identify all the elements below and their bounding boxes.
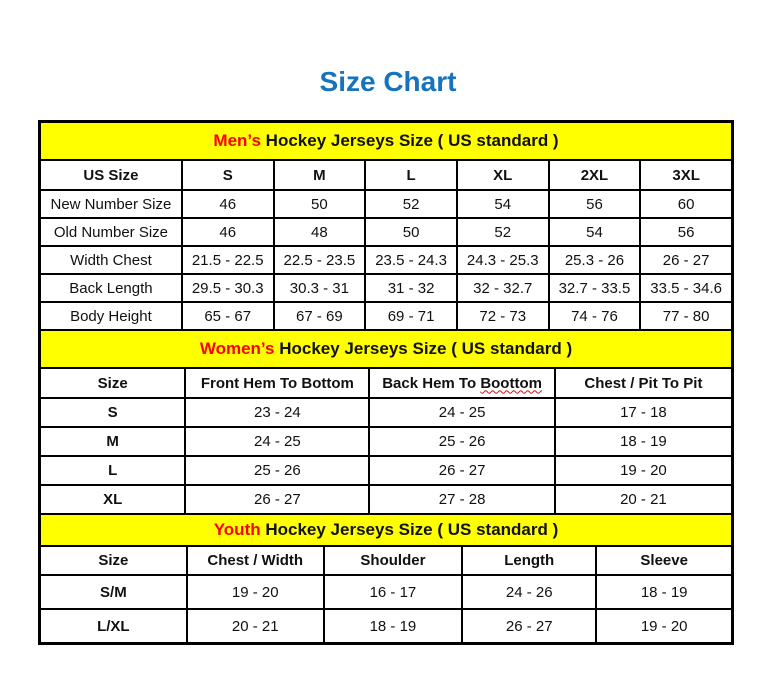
table-cell: 21.5 - 22.5 bbox=[182, 246, 274, 274]
table-cell: 72 - 73 bbox=[457, 302, 549, 330]
column-header-2xl: 2XL bbox=[549, 160, 641, 190]
mens-section-band bbox=[40, 122, 732, 160]
column-header-front-hem: Front Hem To Bottom bbox=[185, 368, 369, 398]
misspelled-word: Boottom bbox=[480, 374, 542, 392]
row-label: New Number Size bbox=[40, 190, 182, 218]
row-label: Back Length bbox=[40, 274, 182, 302]
table-cell: 31 - 32 bbox=[365, 274, 457, 302]
womens-section-band bbox=[40, 330, 732, 368]
page-title: Size Chart bbox=[319, 66, 457, 97]
table-cell: 18 - 19 bbox=[596, 575, 732, 609]
mens-row-width-chest bbox=[40, 246, 732, 274]
row-label: L/XL bbox=[40, 609, 187, 643]
column-header-m: M bbox=[274, 160, 366, 190]
column-header-size: Size bbox=[40, 546, 187, 575]
table-cell: 27 - 28 bbox=[369, 485, 554, 514]
row-label: Body Height bbox=[40, 302, 182, 330]
column-header-l: L bbox=[365, 160, 457, 190]
table-cell: 50 bbox=[274, 190, 366, 218]
table-cell: 60 bbox=[640, 190, 732, 218]
table-cell: 54 bbox=[549, 218, 641, 246]
table-cell: 33.5 - 34.6 bbox=[640, 274, 732, 302]
table-cell: 29.5 - 30.3 bbox=[182, 274, 274, 302]
table-cell: 18 - 19 bbox=[555, 427, 732, 456]
table-cell: 65 - 67 bbox=[182, 302, 274, 330]
youth-row-sm bbox=[40, 575, 732, 609]
column-header-xl: XL bbox=[457, 160, 549, 190]
table-cell: 25 - 26 bbox=[185, 456, 369, 485]
column-header-size: Size bbox=[40, 368, 185, 398]
table-cell: 69 - 71 bbox=[365, 302, 457, 330]
row-label: S bbox=[40, 398, 185, 427]
table-cell: 22.5 - 23.5 bbox=[274, 246, 366, 274]
table-cell: 19 - 20 bbox=[555, 456, 732, 485]
mens-size-table bbox=[39, 121, 733, 331]
mens-row-back-length bbox=[40, 274, 732, 302]
mens-row-body-height bbox=[40, 302, 732, 330]
table-cell: 23 - 24 bbox=[185, 398, 369, 427]
youth-header-row bbox=[40, 546, 732, 575]
table-cell: 19 - 20 bbox=[187, 575, 324, 609]
table-cell: 20 - 21 bbox=[187, 609, 324, 643]
table-cell: 17 - 18 bbox=[555, 398, 732, 427]
womens-row-l bbox=[40, 456, 732, 485]
column-header-s: S bbox=[182, 160, 274, 190]
column-header-length: Length bbox=[462, 546, 596, 575]
column-header-back-hem bbox=[369, 368, 554, 398]
row-label: XL bbox=[40, 485, 185, 514]
row-label: L bbox=[40, 456, 185, 485]
row-label: M bbox=[40, 427, 185, 456]
table-cell: 19 - 20 bbox=[596, 609, 732, 643]
table-cell: 46 bbox=[182, 218, 274, 246]
mens-row-new-number-size bbox=[40, 190, 732, 218]
table-cell: 16 - 17 bbox=[324, 575, 462, 609]
table-cell: 25.3 - 26 bbox=[549, 246, 641, 274]
column-header-us-size: US Size bbox=[40, 160, 182, 190]
table-cell: 54 bbox=[457, 190, 549, 218]
mens-section-title bbox=[40, 122, 732, 160]
table-cell: 56 bbox=[549, 190, 641, 218]
youth-section-title-rest: Hockey Jerseys Size ( US standard ) bbox=[260, 520, 559, 539]
table-cell: 20 - 21 bbox=[555, 485, 732, 514]
table-cell: 52 bbox=[457, 218, 549, 246]
column-header-shoulder: Shoulder bbox=[324, 546, 462, 575]
table-cell: 18 - 19 bbox=[324, 609, 462, 643]
table-cell: 32 - 32.7 bbox=[457, 274, 549, 302]
back-hem-label-prefix: Back Hem To bbox=[382, 374, 481, 392]
womens-row-s bbox=[40, 398, 732, 427]
womens-section-title bbox=[40, 330, 732, 368]
row-label: S/M bbox=[40, 575, 187, 609]
table-cell: 30.3 - 31 bbox=[274, 274, 366, 302]
table-cell: 26 - 27 bbox=[640, 246, 732, 274]
table-cell: 26 - 27 bbox=[185, 485, 369, 514]
table-cell: 77 - 80 bbox=[640, 302, 732, 330]
column-header-sleeve: Sleeve bbox=[596, 546, 732, 575]
table-cell: 26 - 27 bbox=[462, 609, 596, 643]
column-header-chest-width: Chest / Width bbox=[187, 546, 324, 575]
womens-section-title-highlight: Women’s bbox=[199, 339, 275, 358]
row-label: Old Number Size bbox=[40, 218, 182, 246]
size-chart-tables bbox=[38, 120, 734, 645]
womens-row-m bbox=[40, 427, 732, 456]
youth-row-lxl bbox=[40, 609, 732, 643]
table-cell: 32.7 - 33.5 bbox=[549, 274, 641, 302]
table-cell: 48 bbox=[274, 218, 366, 246]
column-header-chest-pit: Chest / Pit To Pit bbox=[555, 368, 732, 398]
table-cell: 67 - 69 bbox=[274, 302, 366, 330]
youth-size-table bbox=[39, 513, 733, 644]
table-cell: 52 bbox=[365, 190, 457, 218]
table-cell: 25 - 26 bbox=[369, 427, 554, 456]
youth-section-band bbox=[40, 514, 732, 546]
womens-row-xl bbox=[40, 485, 732, 514]
row-label: Width Chest bbox=[40, 246, 182, 274]
youth-section-title bbox=[40, 514, 732, 546]
table-cell: 74 - 76 bbox=[549, 302, 641, 330]
table-cell: 23.5 - 24.3 bbox=[365, 246, 457, 274]
table-cell: 24 - 26 bbox=[462, 575, 596, 609]
table-cell: 24 - 25 bbox=[369, 398, 554, 427]
womens-header-row bbox=[40, 368, 732, 398]
mens-section-title-highlight: Men’s bbox=[213, 131, 261, 150]
mens-row-old-number-size bbox=[40, 218, 732, 246]
table-cell: 50 bbox=[365, 218, 457, 246]
table-cell: 26 - 27 bbox=[369, 456, 554, 485]
column-header-3xl: 3XL bbox=[640, 160, 732, 190]
table-cell: 46 bbox=[182, 190, 274, 218]
table-cell: 24.3 - 25.3 bbox=[457, 246, 549, 274]
youth-section-title-highlight: Youth bbox=[213, 520, 261, 539]
womens-size-table bbox=[39, 329, 733, 515]
table-cell: 24 - 25 bbox=[185, 427, 369, 456]
mens-section-title-rest: Hockey Jerseys Size ( US standard ) bbox=[260, 131, 559, 150]
womens-section-title-rest: Hockey Jerseys Size ( US standard ) bbox=[274, 339, 573, 358]
table-cell: 56 bbox=[640, 218, 732, 246]
mens-header-row bbox=[40, 160, 732, 190]
